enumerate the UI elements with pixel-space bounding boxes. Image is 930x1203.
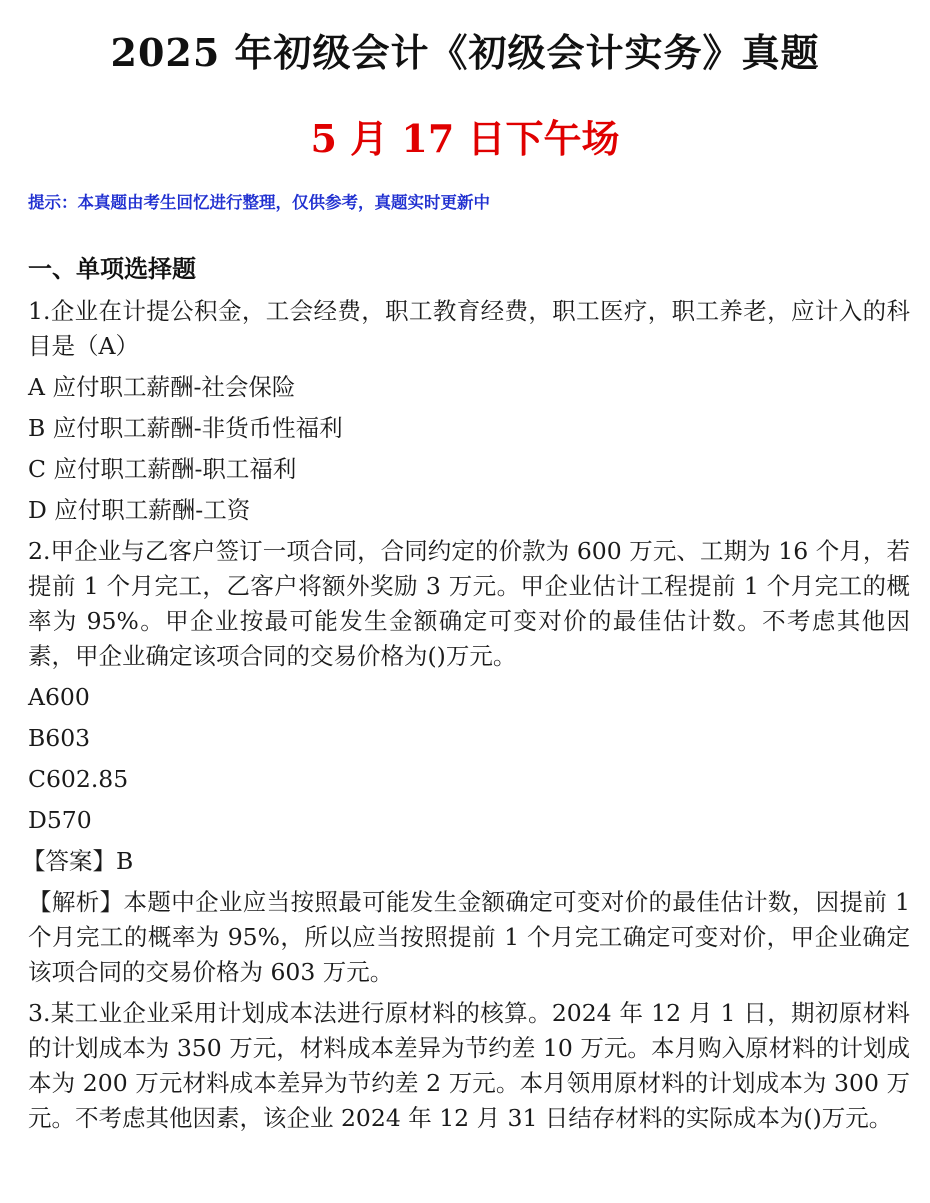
session-subtitle: 5 月 17 日下午场 bbox=[310, 116, 620, 161]
question-list bbox=[22, 294, 910, 1142]
question-stem: 1.企业在计提公积金，工会经费，职工教育经费，职工医疗，职工养老，应计入的科目是（A） bbox=[28, 297, 910, 360]
notice-text: 提示：本真题由考生回忆进行整理，仅供参考，真题实时更新中 bbox=[28, 193, 490, 212]
answer-text: 【答案】B bbox=[22, 847, 134, 875]
option-c: C602.85 bbox=[28, 765, 129, 793]
option-d: D570 bbox=[28, 806, 92, 834]
question-block bbox=[22, 534, 910, 990]
option-a: A600 bbox=[28, 683, 90, 711]
option-d: D 应付职工薪酬-工资 bbox=[28, 496, 251, 524]
option-b: B603 bbox=[28, 724, 91, 752]
option-b: B 应付职工薪酬-非货币性福利 bbox=[28, 414, 343, 442]
question-stem: 3.某工业企业采用计划成本法进行原材料的核算。2024 年 12 月 1 日，期初原材料的计划成本为 350 万元，材料成本差异为节约差 10 万元。本月购入原材料的计划成本为 200 万元材料成本差异为节约差 2 万元。本月领用原材料的计划成本为 300 万元。不考虑其他因素，该企业 2024 年 12 月 31 日结存材料的实际成本为()万元。 bbox=[28, 999, 910, 1132]
question-block bbox=[28, 294, 910, 528]
question-stem: 2.甲企业与乙客户签订一项合同，合同约定的价款为 600 万元、工期为 16 个月，若提前 1 个月完工，乙客户将额外奖励 3 万元。甲企业估计工程提前 1 个月完工的概率为 95%。甲企业按最可能发生金额确定可变对价的最佳估计数。不考虑其他因素，甲企业确定该项合同的交易价格为()万元。 bbox=[28, 537, 910, 670]
analysis-text: 【解析】本题中企业应当按照最可能发生金额确定可变对价的最佳估计数，因提前 1 个月完工的概率为 95%，所以应当按照提前 1 个月完工确定可变对价，甲企业确定该项合同的交易价格为 603 万元。 bbox=[28, 888, 910, 986]
section-heading: 一、单项选择题 bbox=[28, 255, 196, 283]
option-c: C 应付职工薪酬-职工福利 bbox=[28, 455, 297, 483]
document-title: 2025 年初级会计《初级会计实务》真题 bbox=[110, 30, 820, 75]
question-block bbox=[28, 996, 910, 1136]
option-a: A 应付职工薪酬-社会保险 bbox=[28, 373, 296, 401]
